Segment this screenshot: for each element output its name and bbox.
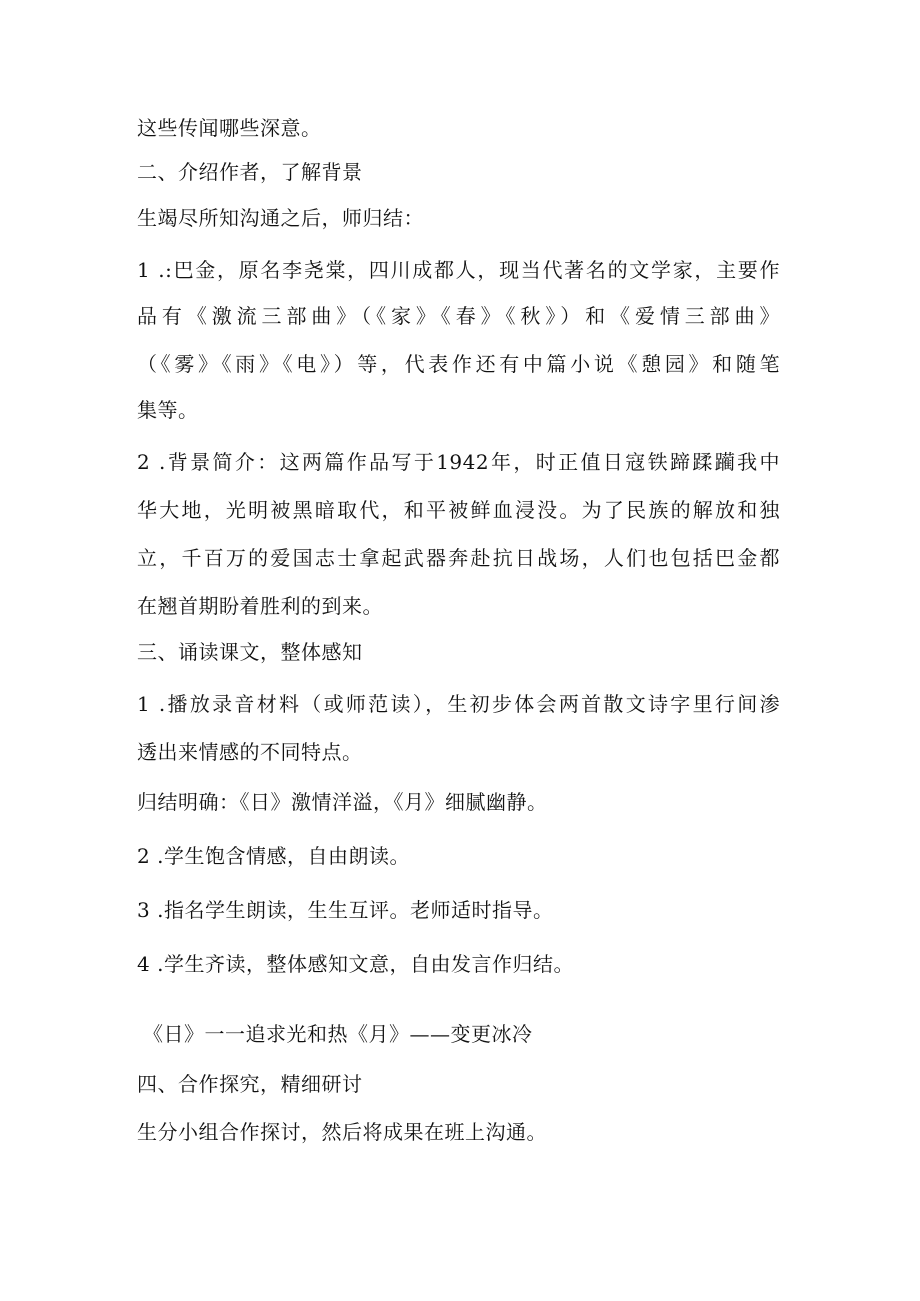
author-intro-line-3: （《雾》《雨》《电》）等，代表作还有中篇小说《憩园》和随笔 [137, 352, 780, 376]
step-2-line: 2 .学生饱含情感，自由朗读。 [137, 844, 410, 868]
background-line-1: 2 .背景简介：这两篇作品写于1942年，时正值日寇铁蹄蹂躏我中 [137, 450, 780, 474]
text-line-1: 这些传闻哪些深意。 [137, 116, 322, 140]
background-line-3: 立，千百万的爱国志士拿起武器奔赴抗日战场，人们也包括巴金都 [137, 546, 780, 570]
step-3-line: 3 .指名学生朗读，生生互评。老师适时指导。 [137, 898, 554, 922]
step-4-line: 4 .学生齐读，整体感知文意，自由发言作归结。 [137, 952, 574, 976]
author-intro-line-2: 品有《激流三部曲》（《家》《春》《秋》）和《爱情三部曲》 [137, 304, 780, 328]
section-heading-4: 四、合作探究，精细研讨 [137, 1072, 363, 1096]
text-line-3: 生竭尽所知沟通之后，师归结： [137, 206, 424, 230]
section-heading-3: 三、诵读课文，整体感知 [137, 640, 363, 664]
summary-line: 归结明确：《日》激情洋溢，《月》细腻幽静。 [137, 790, 548, 814]
reading-line-2: 透出来情感的不同特点。 [137, 740, 363, 764]
author-intro-line-1: 1 .:巴金，原名李尧棠，四川成都人，现当代著名的文学家，主要作 [137, 258, 780, 282]
background-line-2: 华大地，光明被黑暗取代，和平被鲜血浸没。为了民族的解放和独 [137, 498, 780, 522]
author-intro-line-4: 集等。 [137, 398, 199, 422]
background-line-4: 在翘首期盼着胜利的到来。 [137, 594, 383, 618]
reading-line-1: 1 .播放录音材料（或师范读），生初步体会两首散文诗字里行间渗 [137, 692, 780, 716]
section-heading-2: 二、介绍作者，了解背景 [137, 160, 363, 184]
final-line: 生分小组合作探讨，然后将成果在班上沟通。 [137, 1120, 547, 1144]
contrast-line: 《日》一一追求光和热《月》——变更冰冷 [143, 1022, 533, 1046]
